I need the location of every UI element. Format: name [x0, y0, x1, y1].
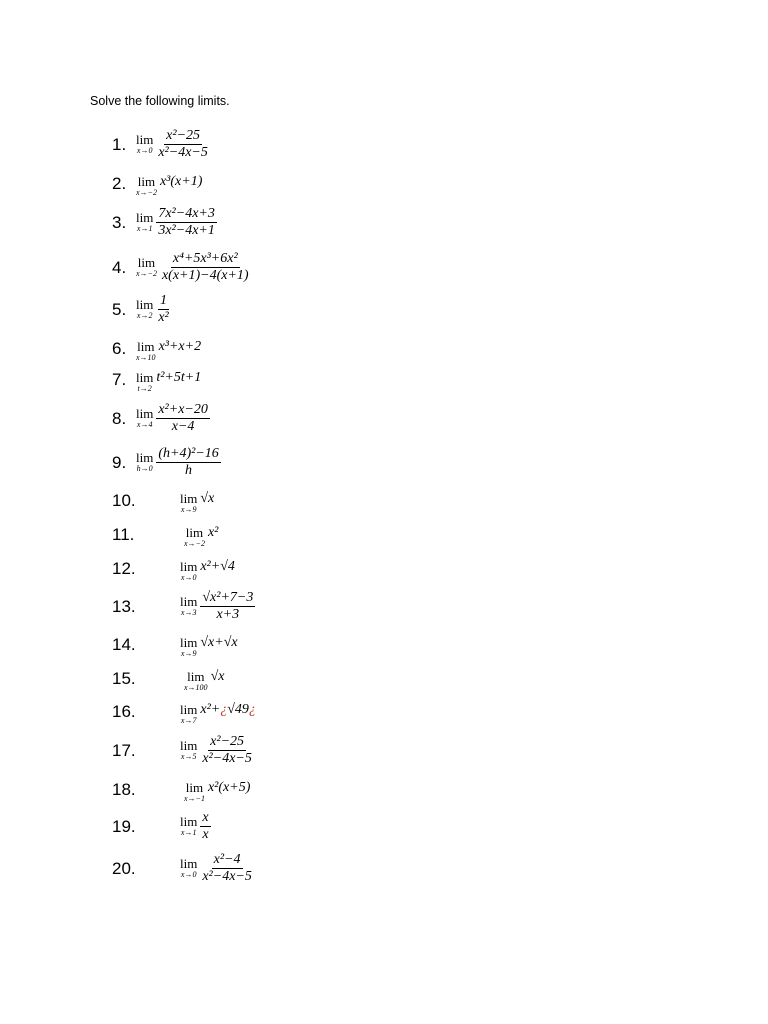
lim-operator	[136, 371, 153, 394]
numerator: x²−25	[166, 128, 201, 143]
problem-number: 17.	[112, 741, 136, 760]
expression-body: x³+x+2	[158, 338, 202, 354]
limit-expression	[180, 703, 256, 726]
lim-operator	[136, 133, 153, 156]
numerator: 7x²−4x+3	[158, 206, 215, 221]
limit-expression	[184, 670, 224, 693]
expression-body: √x	[210, 668, 225, 684]
problem-number: 3.	[112, 213, 127, 232]
numerator: x²−4	[213, 852, 241, 867]
limit-expression	[136, 293, 171, 326]
lim-word: lim	[187, 669, 205, 684]
lim-operator	[180, 703, 197, 726]
numerator: x²+x−20	[158, 402, 208, 417]
problem-number: 11.	[112, 525, 135, 544]
limit-expression	[180, 636, 238, 659]
lim-word: lim	[180, 738, 198, 753]
expression-body: x²	[207, 524, 219, 540]
lim-subscript: x→7	[180, 716, 197, 725]
fraction	[156, 402, 210, 435]
fraction	[156, 293, 170, 326]
lim-operator	[180, 492, 197, 515]
lim-word: lim	[180, 559, 198, 574]
lim-operator	[136, 298, 153, 321]
lim-operator	[180, 595, 197, 618]
problem-number: 12.	[112, 559, 136, 578]
expression-body: x²+√4	[200, 558, 235, 574]
fraction	[160, 251, 251, 284]
limit-expression	[180, 560, 235, 583]
expression-body: x³(x+1)	[159, 173, 203, 189]
lim-subscript: h→0	[136, 464, 153, 473]
lim-operator	[180, 636, 197, 659]
numerator: (h+4)²−16	[158, 446, 219, 461]
lim-word: lim	[185, 780, 204, 795]
lim-word: lim	[137, 339, 155, 354]
fraction	[200, 810, 210, 843]
problem-number: 1.	[112, 135, 127, 154]
limit-expression	[184, 526, 218, 549]
limit-expression	[136, 340, 201, 363]
lim-subscript: x→100	[184, 683, 208, 692]
numerator: x⁴+5x³+6x²	[172, 251, 238, 266]
limit-expression	[136, 446, 221, 479]
lim-subscript: x→0	[136, 146, 153, 155]
problem-number: 9.	[112, 453, 127, 472]
lim-subscript: x→10	[136, 353, 156, 362]
denominator: x²−4x−5	[202, 751, 252, 766]
limit-expression	[136, 251, 251, 284]
fraction	[156, 446, 220, 479]
lim-word: lim	[185, 525, 204, 540]
lim-word: lim	[180, 491, 198, 506]
limit-expression	[136, 175, 202, 198]
lim-word: lim	[180, 594, 198, 609]
denominator: x+3	[216, 607, 240, 622]
denominator: x²−4x−5	[202, 869, 252, 884]
lim-operator	[180, 857, 197, 880]
lim-word: lim	[137, 255, 156, 270]
denominator: h	[185, 463, 193, 478]
lim-word: lim	[136, 297, 154, 312]
denominator: x−4	[171, 419, 195, 434]
problem-number: 5.	[112, 300, 127, 319]
expression-body: √x	[200, 490, 215, 506]
denominator: x²−4x−5	[158, 145, 208, 160]
lim-word: lim	[180, 814, 198, 829]
lim-operator	[184, 526, 205, 549]
expression-body: √x+√x	[200, 634, 238, 650]
denominator: x²	[158, 310, 169, 325]
problem-number: 4.	[112, 258, 127, 277]
limit-expression	[136, 128, 210, 161]
limit-expression	[180, 734, 254, 767]
limit-expression	[180, 590, 255, 623]
limit-expression	[184, 781, 250, 804]
expression-body: t²+5t+1	[156, 369, 202, 385]
lim-subscript: x→5	[180, 752, 197, 761]
numerator: x²−25	[210, 734, 245, 749]
lim-word: lim	[180, 702, 198, 717]
denominator: 3x²−4x+1	[158, 223, 215, 238]
lim-operator	[180, 560, 197, 583]
numerator: x	[202, 810, 209, 825]
instruction-text: Solve the following limits.	[90, 94, 230, 108]
lim-operator	[136, 451, 153, 474]
fraction	[200, 590, 255, 623]
lim-word: lim	[136, 406, 154, 421]
denominator: x	[202, 827, 209, 842]
problem-number: 13.	[112, 597, 136, 616]
fraction	[200, 734, 254, 767]
lim-subscript: x→0	[180, 870, 197, 879]
lim-operator	[136, 256, 157, 279]
lim-subscript: x→3	[180, 608, 197, 617]
fraction	[156, 128, 210, 161]
lim-operator	[136, 407, 153, 430]
lim-subscript: x→4	[136, 420, 153, 429]
lim-subscript: x→−2	[184, 539, 205, 548]
lim-subscript: x→0	[180, 573, 197, 582]
limit-expression	[180, 492, 214, 515]
problem-number: 2.	[112, 174, 127, 193]
lim-subscript: x→−1	[184, 794, 205, 803]
limit-expression	[180, 810, 211, 843]
lim-subscript: x→2	[136, 311, 153, 320]
lim-operator	[180, 739, 197, 762]
limit-expression	[136, 371, 201, 394]
problem-number: 8.	[112, 409, 127, 428]
lim-word: lim	[136, 450, 154, 465]
lim-subscript: x→9	[180, 649, 197, 658]
expression-body: x²(x+5)	[207, 779, 251, 795]
lim-word: lim	[136, 210, 154, 225]
limit-expression	[136, 402, 210, 435]
lim-subscript: t→2	[137, 384, 152, 393]
fraction	[200, 852, 254, 885]
lim-operator	[136, 175, 157, 198]
denominator: x(x+1)−4(x+1)	[161, 268, 249, 283]
lim-word: lim	[180, 856, 198, 871]
problem-number: 6.	[112, 339, 127, 358]
problem-number: 18.	[112, 780, 136, 799]
problem-number: 16.	[112, 702, 136, 721]
lim-subscript: x→1	[136, 224, 153, 233]
lim-operator	[136, 211, 153, 234]
numerator: √x²+7−3	[202, 590, 254, 605]
problem-number: 20.	[112, 859, 136, 878]
lim-word: lim	[136, 132, 154, 147]
numerator: 1	[160, 293, 168, 308]
lim-word: lim	[137, 174, 156, 189]
lim-subscript: x→1	[180, 828, 197, 837]
problem-number: 10.	[112, 491, 136, 510]
fraction	[156, 206, 217, 239]
lim-word: lim	[136, 370, 154, 385]
problem-number: 14.	[112, 635, 136, 654]
lim-subscript: x→−2	[136, 269, 157, 278]
problem-number: 15.	[112, 669, 136, 688]
problem-number: 7.	[112, 370, 127, 389]
limit-expression	[180, 852, 254, 885]
lim-subscript: x→9	[180, 505, 197, 514]
lim-operator	[184, 781, 205, 804]
limit-expression	[136, 206, 217, 239]
lim-operator	[184, 670, 208, 693]
lim-operator	[180, 815, 197, 838]
expression-body: x²+¿√49¿	[200, 701, 256, 717]
problem-number: 19.	[112, 817, 136, 836]
lim-subscript: x→−2	[136, 188, 157, 197]
lim-operator	[136, 340, 156, 363]
lim-word: lim	[180, 635, 198, 650]
